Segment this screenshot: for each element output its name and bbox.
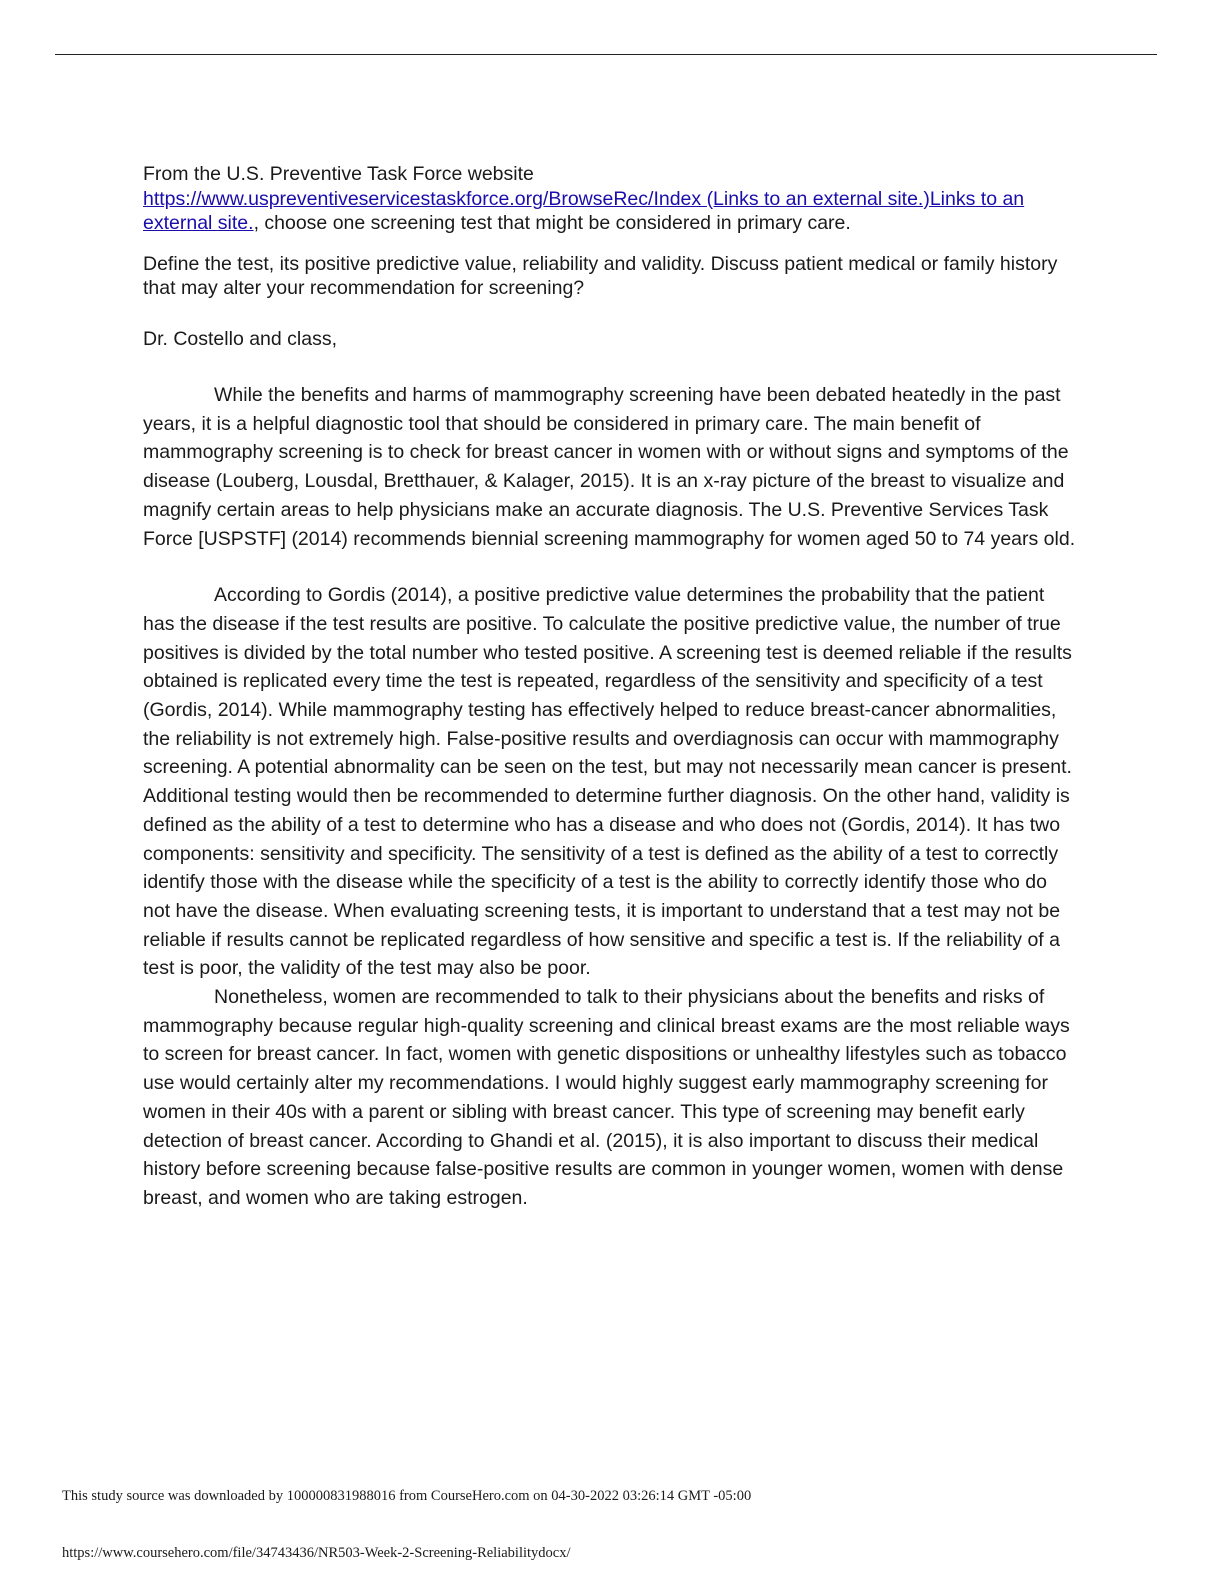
prompt-intro-text: From the U.S. Preventive Task Force website [143,163,534,185]
assignment-prompt [143,162,1078,236]
prompt-question: Define the test, its positive predictive value, reliability and validity. Discuss patient medical or family history that may alter your recommendation for screening? [143,252,1058,299]
essay-paragraph-2: According to Gordis (2014), a positive predictive value determines the probability that the patient has the disease if the test results are positive. To calculate the positive predictive value, the number of true positives is divided by the total number who tested positive. A screening test is deemed reliable if the results obtained is replicated every time the test is repeated, regardless of the sensitivity and specificity of a test (Gordis, 2014). While mammography testing has effectively helped to reduce breast-cancer abnormalities, the reliability is not extremely high. False-positive results and overdiagnosis can occur with mammography screening. A potential abnormality can be seen on the test, but may not necessarily mean cancer is present. Additional testing would then be recommended to determine further diagnosis. On the other hand, validity is defined as the ability of a test to determine who has a disease and who does not (Gordis, 2014). It has two components: sensitivity and specificity. The sensitivity of a test is defined as the ability of a test to correctly identify those with the disease while the specificity of a test is the ability to correctly identify those who do not have the disease. When evaluating screening tests, it is important to understand that a test may not be reliable if results cannot be replicated regardless of how sensitive and specific a test is. If the reliability of a test is poor, the validity of the test may also be poor. [143,584,1072,980]
document-body [143,162,1078,1213]
prompt-after-link-text: , choose one screening test that might be considered in primary care. [253,212,851,234]
greeting: Dr. Costello and class, [143,327,338,350]
header-divider [55,54,1157,55]
source-url: https://www.coursehero.com/file/34743436/NR503-Week-2-Screening-Reliabilitydocx/ [62,1545,571,1561]
essay-paragraph-3: Nonetheless, women are recommended to talk to their physicians about the benefits and risks of mammography because regular high-quality screening and clinical breast exams are the most reliable ways to screen for breast cancer. In fact, women with genetic dispositions or unhealthy lifestyles such as tobacco use would certainly alter my recommendations. I would highly suggest early mammography screening for women in their 40s with a parent or sibling with breast cancer. This type of screening may benefit early detection of breast cancer. According to Ghandi et al. (2015), it is also important to discuss their medical history before screening because false-positive results are common in younger women, women with dense breast, and women who are taking estrogen. [143,986,1070,1209]
essay-paragraph-1: While the benefits and harms of mammography screening have been debated heatedly in the past years, it is a helpful diagnostic tool that should be considered in primary care. The main benefit of mammography screening is to check for breast cancer in women with or without signs and symptoms of the disease (Louberg, Lousdal, Bretthauer, & Kalager, 2015). It is an x-ray picture of the breast to visualize and magnify certain areas to help physicians make an accurate diagnosis. The U.S. Preventive Services Task Force [USPSTF] (2014) recommends biennial screening mammography for women aged 50 to 74 years old. [143,384,1076,550]
download-source-note: This study source was downloaded by 100000831988016 from CourseHero.com on 04-30-2022 03:26:14 GMT -05:00 [62,1488,752,1504]
uspstf-link[interactable]: https://www.uspreventiveservicestaskforce.org/BrowseRec/Index (Links to an external site.)Links to an external site. [143,187,1025,234]
